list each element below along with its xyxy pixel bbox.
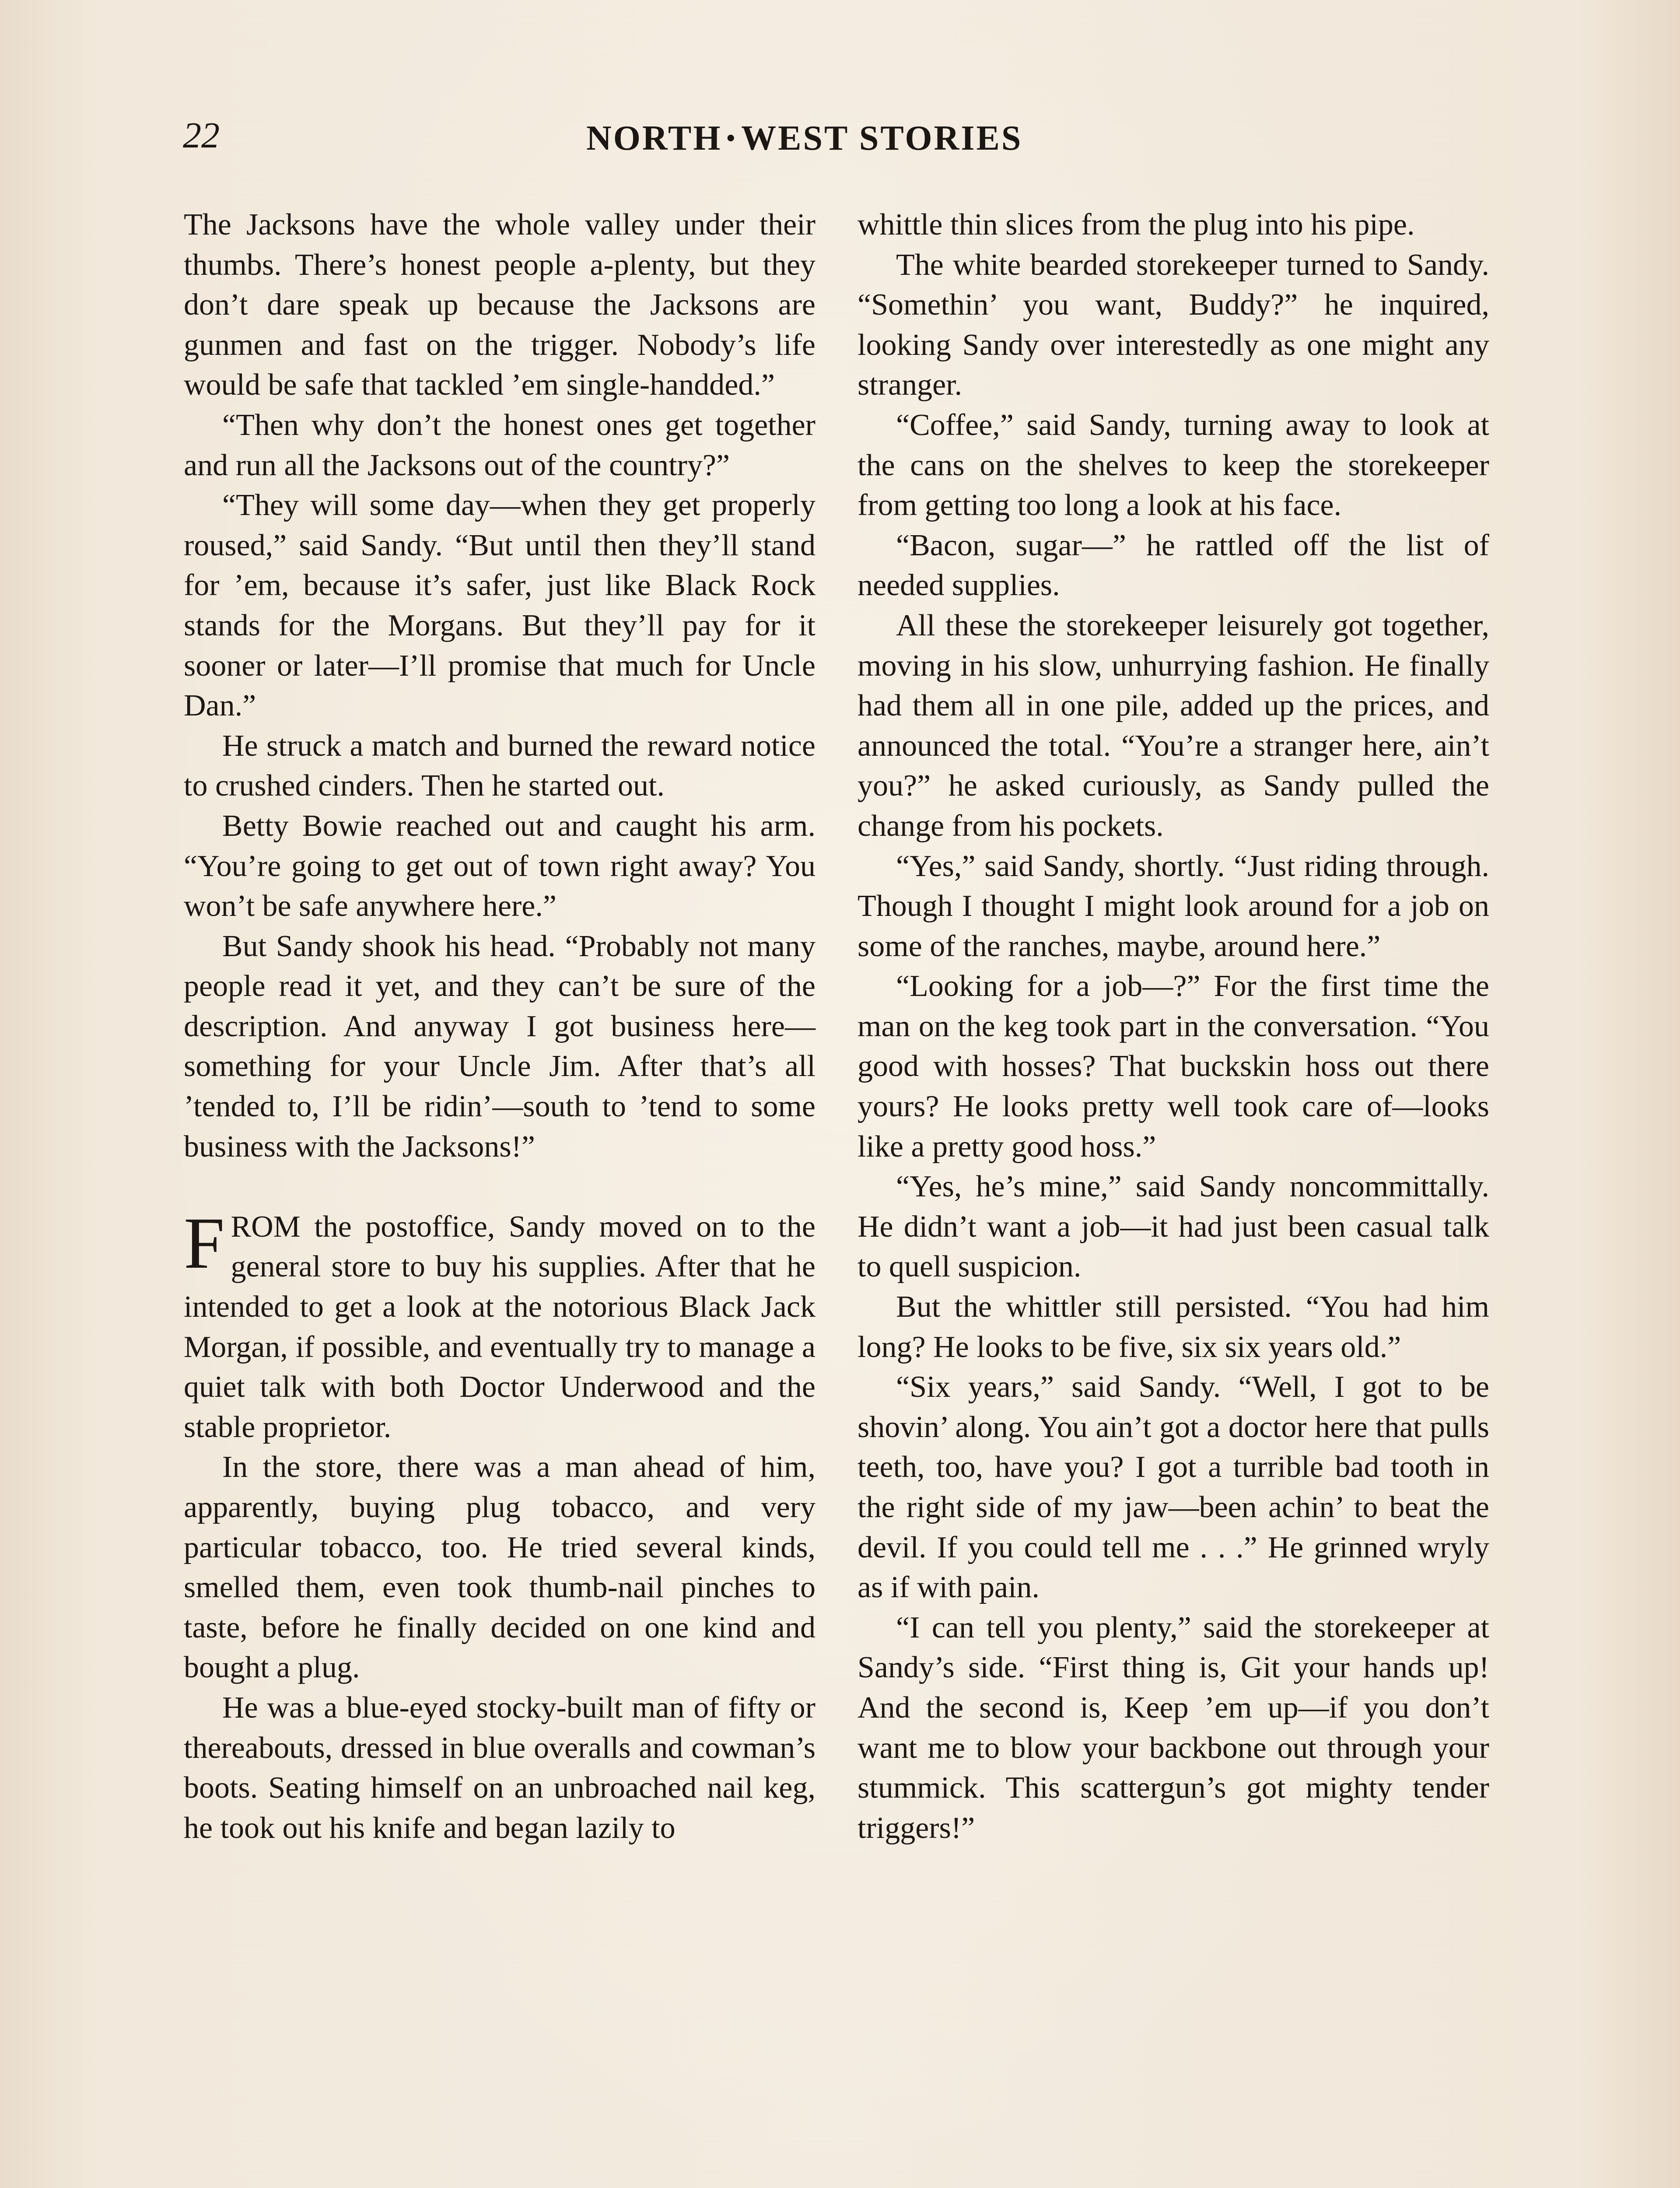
paragraph: All these the storekeeper leisurely got together, moving in his slow, unhurrying fashion. He finally had them all in one pile, added up the prices, and announced the total. “You’re a stranger here, ain’t you?” he asked curiously, as Sandy pulled the change from his pockets. (858, 608, 1489, 843)
drop-cap: F (184, 1202, 225, 1284)
page-number: 22 (183, 115, 220, 156)
paragraph: The white bearded storekeeper turned to Sandy. “Somethin’ you want, Buddy?” he inquired, looking Sandy over interestedly as one might any stranger. (858, 248, 1489, 402)
right-column (858, 205, 1489, 1848)
paragraph: “Yes,” said Sandy, shortly. “Just riding through. Though I thought I might look around for a job on some of the ranches, maybe, around here.” (858, 849, 1489, 963)
paragraph-text: ROM the postoffice, Sandy moved on to the general store to buy his supplies. After that he intended to get a look at the notorious Black Jack Morgan, if possible, and eventually try to manage a quiet talk with both Doctor Underwood and the stable proprietor. (184, 1210, 816, 1444)
paragraph: “Bacon, sugar—” he rattled off the list of needed supplies. (858, 528, 1489, 603)
paragraph: But the whittler still persisted. “You had him long? He looks to be five, six six years old.” (858, 1290, 1489, 1364)
section-break (184, 1167, 816, 1207)
paragraph: “Coffee,” said Sandy, turning away to look at the cans on the shelves to keep the storekeeper from getting too long a look at his face. (858, 408, 1489, 522)
paragraph: In the store, there was a man ahead of him, apparently, buying plug tobacco, and very particular tobacco, too. He tried several kinds, smelled them, even took thumb-nail pinches to taste, before he finally decided on one kind and bought a plug. (184, 1450, 816, 1685)
paragraph: But Sandy shook his head. “Probably not many people read it yet, and they can’t be sure of the description. And anyway I got business here—something for your Uncle Jim. After that’s all ’tended to, I’ll be ridin’—south to ’tend to some business with the Jacksons!” (184, 929, 816, 1164)
paragraph: “Yes, he’s mine,” said Sandy noncommittally. He didn’t want a job—it had just been casual talk to quell suspicion. (858, 1170, 1489, 1284)
running-head-separator: • (726, 125, 737, 152)
paragraph: The Jacksons have the whole valley under their thumbs. There’s honest people a-plenty, but they don’t dare speak up because the Jacksons are gunmen and fast on the trigger. Nobody’s life would be safe that tackled ’em single-handded.” (184, 208, 816, 402)
paragraph: “Looking for a job—?” For the first time the man on the keg took part in the conversation. “You good with hosses? That buckskin hoss out there yours? He looks pretty well took care of—looks like a pretty good hoss.” (858, 969, 1489, 1164)
running-head-left: NORTH (586, 119, 722, 158)
paragraph: “Six years,” said Sandy. “Well, I got to be shovin’ along. You ain’t got a doctor here that pulls teeth, too, have you? I got a turrible bad tooth in the right side of my jaw—been achin’ to beat the devil. If you could tell me . . .” He grinned wryly as if with pain. (858, 1370, 1489, 1605)
paragraph-drop-cap (184, 1202, 816, 1448)
paragraph: whittle thin slices from the plug into his pipe. (858, 208, 1415, 242)
paragraph: “They will some day—when they get properly roused,” said Sandy. “But until then they’ll stand for ’em, because it’s safer, just like Black Rock stands for the Morgans. But they’ll pay for it sooner or later—I’ll promise that much for Uncle Dan.” (184, 488, 816, 723)
running-head-right: WEST STORIES (741, 119, 1023, 158)
paragraph: “Then why don’t the honest ones get together and run all the Jacksons out of the country?” (184, 408, 816, 482)
running-head (586, 121, 1022, 156)
paragraph: Betty Bowie reached out and caught his arm. “You’re going to get out of town right away? You won’t be safe anywhere here.” (184, 809, 816, 923)
left-column (184, 205, 816, 1848)
paragraph: He struck a match and burned the reward notice to crushed cinders. Then he started out. (184, 729, 816, 803)
paragraph: “I can tell you plenty,” said the storekeeper at Sandy’s side. “First thing is, Git your hands up! And the second is, Keep ’em up—if you don’t want me to blow your backbone out through your stummick. This scattergun’s got mighty tender triggers!” (858, 1610, 1489, 1845)
paragraph: He was a blue-eyed stocky-built man of fifty or thereabouts, dressed in blue overalls and cowman’s boots. Seating himself on an unbroached nail keg, he took out his knife and began lazily to (184, 1690, 816, 1845)
